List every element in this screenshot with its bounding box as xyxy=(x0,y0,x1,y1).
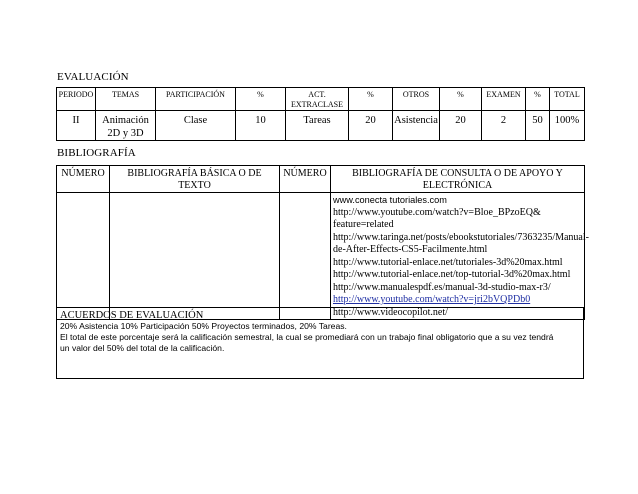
value-participacion: Clase xyxy=(156,111,236,141)
acuerdos-line-3: un valor del 50% del total de la calificación. xyxy=(60,343,225,353)
cell-numero-2 xyxy=(280,193,331,320)
header-periodo: PERIODO xyxy=(57,88,96,111)
value-total: 100% xyxy=(550,111,585,141)
value-pct-4: 50 xyxy=(526,111,550,141)
cell-bibliografia-basica xyxy=(110,193,280,320)
link-text: http://www.manualespdf.es/manual-3d-studio-max-r3/ xyxy=(333,281,551,293)
header-temas: TEMAS xyxy=(96,88,156,111)
evaluation-table xyxy=(56,87,585,141)
value-act-extraclase: Tareas xyxy=(286,111,349,141)
acuerdos-line-2: El total de este porcentaje será la calificación semestral, la cual se promediará con un trabajo final obligatorio que a su vez tendrá xyxy=(60,332,554,342)
youtube-hyperlink[interactable]: http://www.youtube.com/watch?v=jri2bVQPDb0 xyxy=(333,294,531,305)
header-bibliografia-consulta: BIBLIOGRAFÍA DE CONSULTA O DE APOYO Y ELECTRÓNICA xyxy=(331,166,585,193)
evaluacion-title: EVALUACIÓN xyxy=(57,71,129,83)
header-numero-1: NÚMERO xyxy=(57,166,110,193)
header-numero-2: NÚMERO xyxy=(280,166,331,193)
link-text: http://www.tutorial-enlace.net/tutoriales-3d%20max.html xyxy=(333,256,563,268)
value-pct-2: 20 xyxy=(349,111,393,141)
header-otros: OTROS xyxy=(393,88,440,111)
acuerdos-title: ACUERDOS DE EVALUACIÓN xyxy=(60,310,204,321)
link-text: feature=related xyxy=(333,219,394,230)
value-pct-1: 10 xyxy=(236,111,286,141)
link-text: http://www.youtube.com/watch?v=Bloe_BPzoEQ& xyxy=(333,206,541,218)
cell-numero-1 xyxy=(57,193,110,320)
header-pct-2: % xyxy=(349,88,393,111)
value-otros: Asistencia xyxy=(393,111,440,141)
acuerdos-box xyxy=(56,307,584,379)
header-total: TOTAL xyxy=(550,88,585,111)
header-act-extraclase: ACT. EXTRACLASE xyxy=(286,88,349,111)
link-text: http://www.videocopilot.net/ xyxy=(333,306,448,318)
link-text: http://www.tutorial-enlace.net/top-tutorial-3d%20max.html xyxy=(333,269,571,280)
link-text: http://www.taringa.net/posts/ebookstutoriales/7363235/Manual- xyxy=(333,231,589,243)
header-pct-3: % xyxy=(440,88,482,111)
value-pct-3: 20 xyxy=(440,111,482,141)
value-periodo: II xyxy=(57,111,96,141)
acuerdos-line-1: 20% Asistencia 10% Participación 50% Proyectos terminados, 20% Tareas. xyxy=(60,321,347,331)
header-examen: EXAMEN xyxy=(482,88,526,111)
header-bibliografia-basica: BIBLIOGRAFÍA BÁSICA O DE TEXTO xyxy=(110,166,280,193)
value-temas: Animación 2D y 3D xyxy=(96,111,156,141)
link-text: de-After-Effects-CS5-Facilmente.html xyxy=(333,244,488,255)
header-pct-1: % xyxy=(236,88,286,111)
bibliografia-title: BIBLIOGRAFÍA xyxy=(57,147,136,159)
header-pct-4: % xyxy=(526,88,550,111)
link-text: www.conecta tutoriales.com xyxy=(333,195,447,205)
cell-bibliografia-consulta xyxy=(331,193,589,320)
bibliography-table xyxy=(56,165,589,320)
value-examen: 2 xyxy=(482,111,526,141)
header-participacion: PARTICIPACIÓN xyxy=(156,88,236,111)
